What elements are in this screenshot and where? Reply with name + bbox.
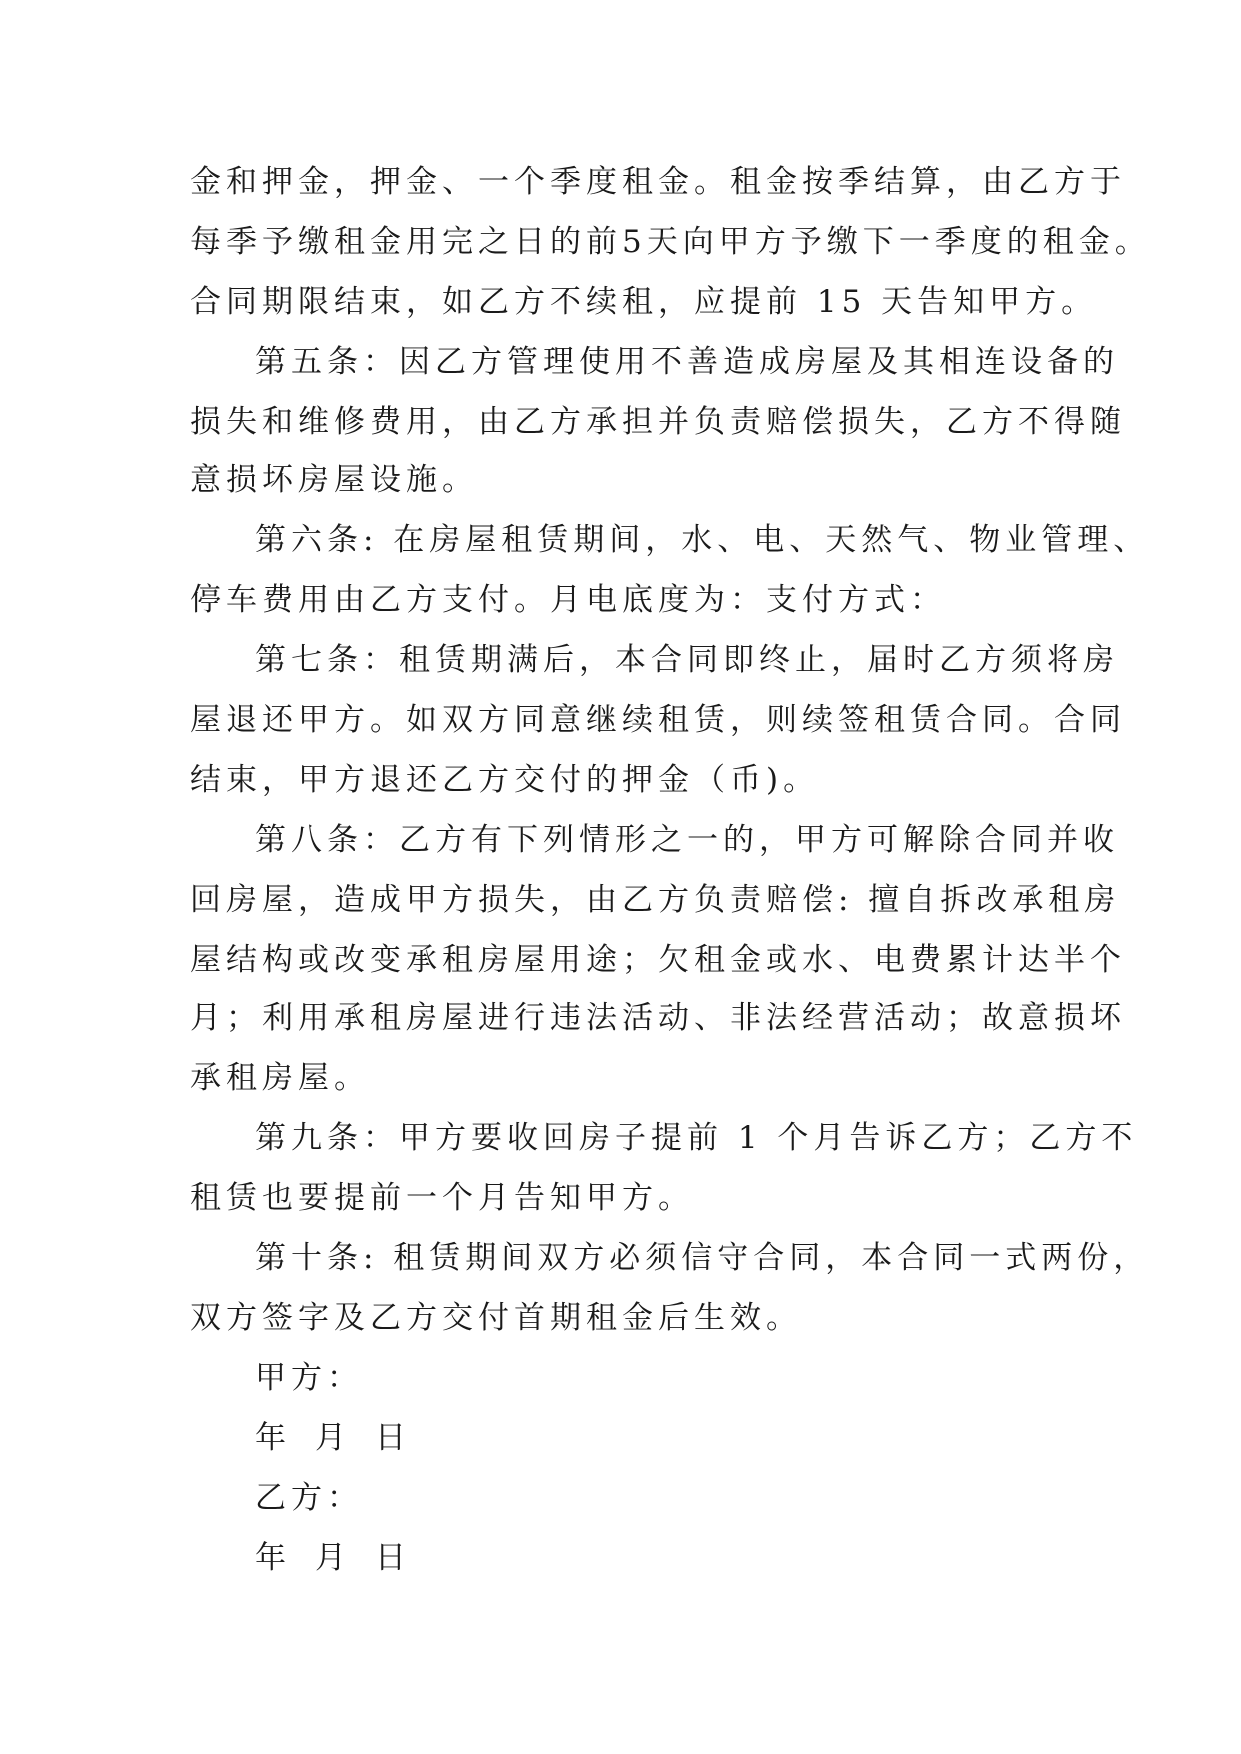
text-line: 意损坏房屋设施。 [190, 462, 478, 498]
text-line: 合同期限结束，如乙方不续租，应提前 15 天告知甲方。 [190, 284, 1098, 320]
article-10-heading-line: 第十条: 租赁期间双方必须信守合同，本合同一式两份， [255, 1240, 1150, 1276]
year-label: 年 [255, 1420, 286, 1456]
day-label: 日 [375, 1540, 406, 1576]
text-line: 双方签字及乙方交付首期租金后生效。 [190, 1300, 802, 1336]
article-7-heading-line: 第七条：租赁期满后，本合同即终止，届时乙方须将房 [255, 642, 1119, 678]
text-line: 回房屋，造成甲方损失，由乙方负责赔偿: 擅自拆改承租房 [190, 882, 1121, 918]
text-line: 月；利用承租房屋进行违法活动、非法经营活动；故意损坏 [190, 1000, 1126, 1036]
text-line: 屋退还甲方。如双方同意继续租赁，则续签租赁合同。合同 [190, 702, 1126, 738]
text-line: 金和押金，押金、一个季度租金。租金按季结算，由乙方于 [190, 164, 1126, 200]
party-b-label: 乙方： [255, 1480, 363, 1516]
text-line: 租赁也要提前一个月告知甲方。 [190, 1180, 694, 1216]
month-label: 月 [315, 1540, 346, 1576]
party-b-date [255, 1534, 406, 1582]
text-line: 停车费用由乙方支付。月电底度为：支付方式： [190, 582, 946, 618]
party-a-label: 甲方： [255, 1360, 363, 1396]
article-9-heading-line: 第九条：甲方要收回房子提前 1 个月告诉乙方；乙方不 [255, 1120, 1138, 1156]
text-line: 屋结构或改变承租房屋用途；欠租金或水、电费累计达半个 [190, 942, 1126, 978]
month-label: 月 [315, 1420, 346, 1456]
text-line: 结束，甲方退还乙方交付的押金（币)。 [190, 762, 820, 798]
year-label: 年 [255, 1540, 286, 1576]
article-5-heading-line: 第五条：因乙方管理使用不善造成房屋及其相连设备的 [255, 344, 1119, 380]
text-line: 承租房屋。 [190, 1060, 370, 1096]
day-label: 日 [375, 1420, 406, 1456]
article-8-heading-line: 第八条：乙方有下列情形之一的，甲方可解除合同并收 [255, 822, 1119, 858]
party-a-date [255, 1414, 406, 1462]
text-line: 每季予缴租金用完之日的前5天向甲方予缴下一季度的租金。 [190, 224, 1151, 260]
article-6-heading-line: 第六条: 在房屋租赁期间，水、电、天然气、物业管理、 [255, 522, 1150, 558]
text-line: 损失和维修费用，由乙方承担并负责赔偿损失，乙方不得随 [190, 404, 1126, 440]
